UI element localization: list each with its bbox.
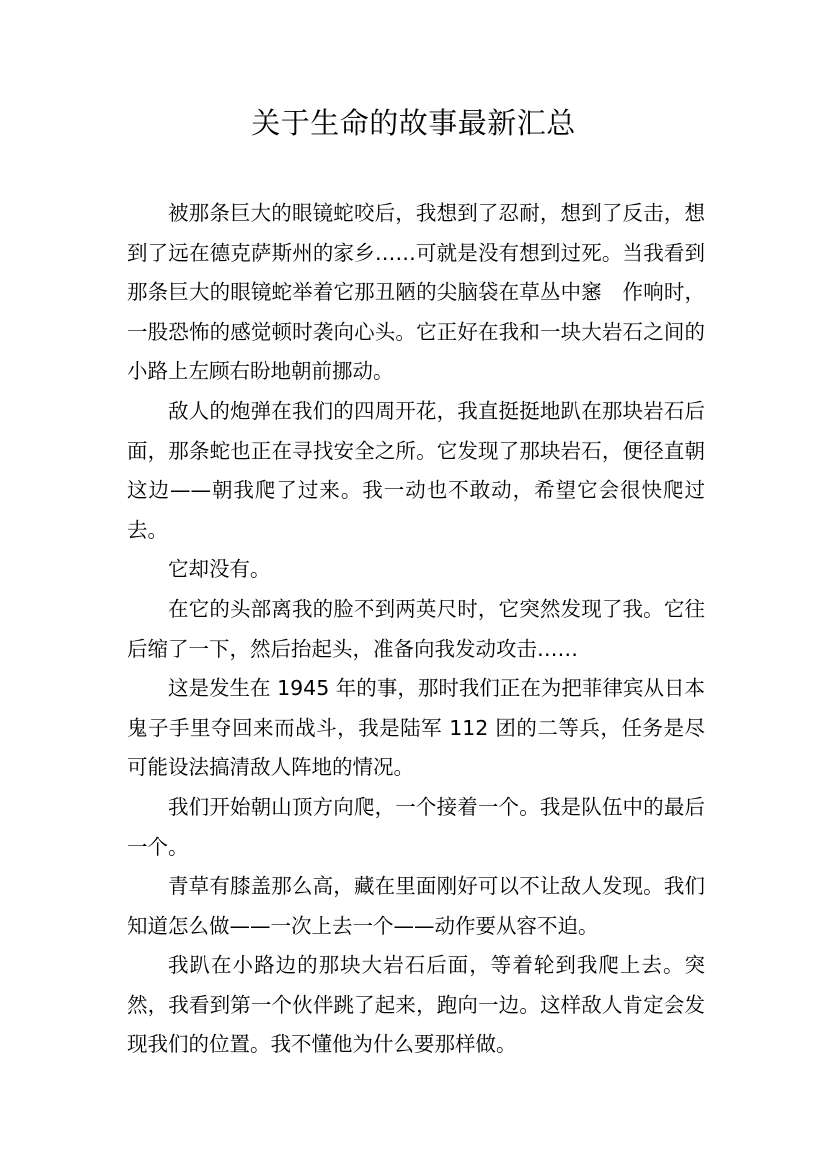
paragraph: 这是发生在 1945 年的事，那时我们正在为把菲律宾从日本鬼子手里夺回来而战斗，我是陆军 112 团的二等兵，任务是尽可能设法搞清敌人阵地的情况。 bbox=[127, 676, 705, 780]
document-body bbox=[127, 194, 705, 1065]
paragraph: 我趴在小路边的那块大岩石后面，等着轮到我爬上去。突然，我看到第一个伙伴跳了起来，跑向一边。这样敌人肯定会发现我们的位置。我不懂他为什么要那样做。 bbox=[127, 953, 705, 1057]
paragraph: 青草有膝盖那么高，藏在里面刚好可以不让敌人发现。我们知道怎么做——一次上去一个——动作要从容不迫。 bbox=[127, 874, 705, 938]
paragraph: 在它的头部离我的脸不到两英尺时，它突然发现了我。它往后缩了一下，然后抬起头，准备向我发动攻击…… bbox=[127, 596, 705, 661]
paragraph: 被那条巨大的眼镜蛇咬后，我想到了忍耐，想到了反击，想到了远在德克萨斯州的家乡……可就是没有想到过死。当我看到那条巨大的眼镜蛇举着它那丑陋的尖脑袋在草丛中窸 作响时，一股恐怖的感觉顿时袭向心头。它正好在我和一块大岩石之间的小路上左顾右盼地朝前挪动。 bbox=[127, 201, 705, 384]
document-title: 关于生命的故事最新汇总 bbox=[251, 106, 576, 140]
paragraph: 我们开始朝山顶方向爬，一个接着一个。我是队伍中的最后一个。 bbox=[127, 794, 705, 859]
paragraph: 敌人的炮弹在我们的四周开花，我直挺挺地趴在那块岩石后面，那条蛇也正在寻找安全之所。它发现了那块岩石，便径直朝这边——朝我爬了过来。我一动也不敢动，希望它会很快爬过去。 bbox=[127, 398, 705, 542]
paragraph: 它却没有。 bbox=[168, 557, 271, 582]
